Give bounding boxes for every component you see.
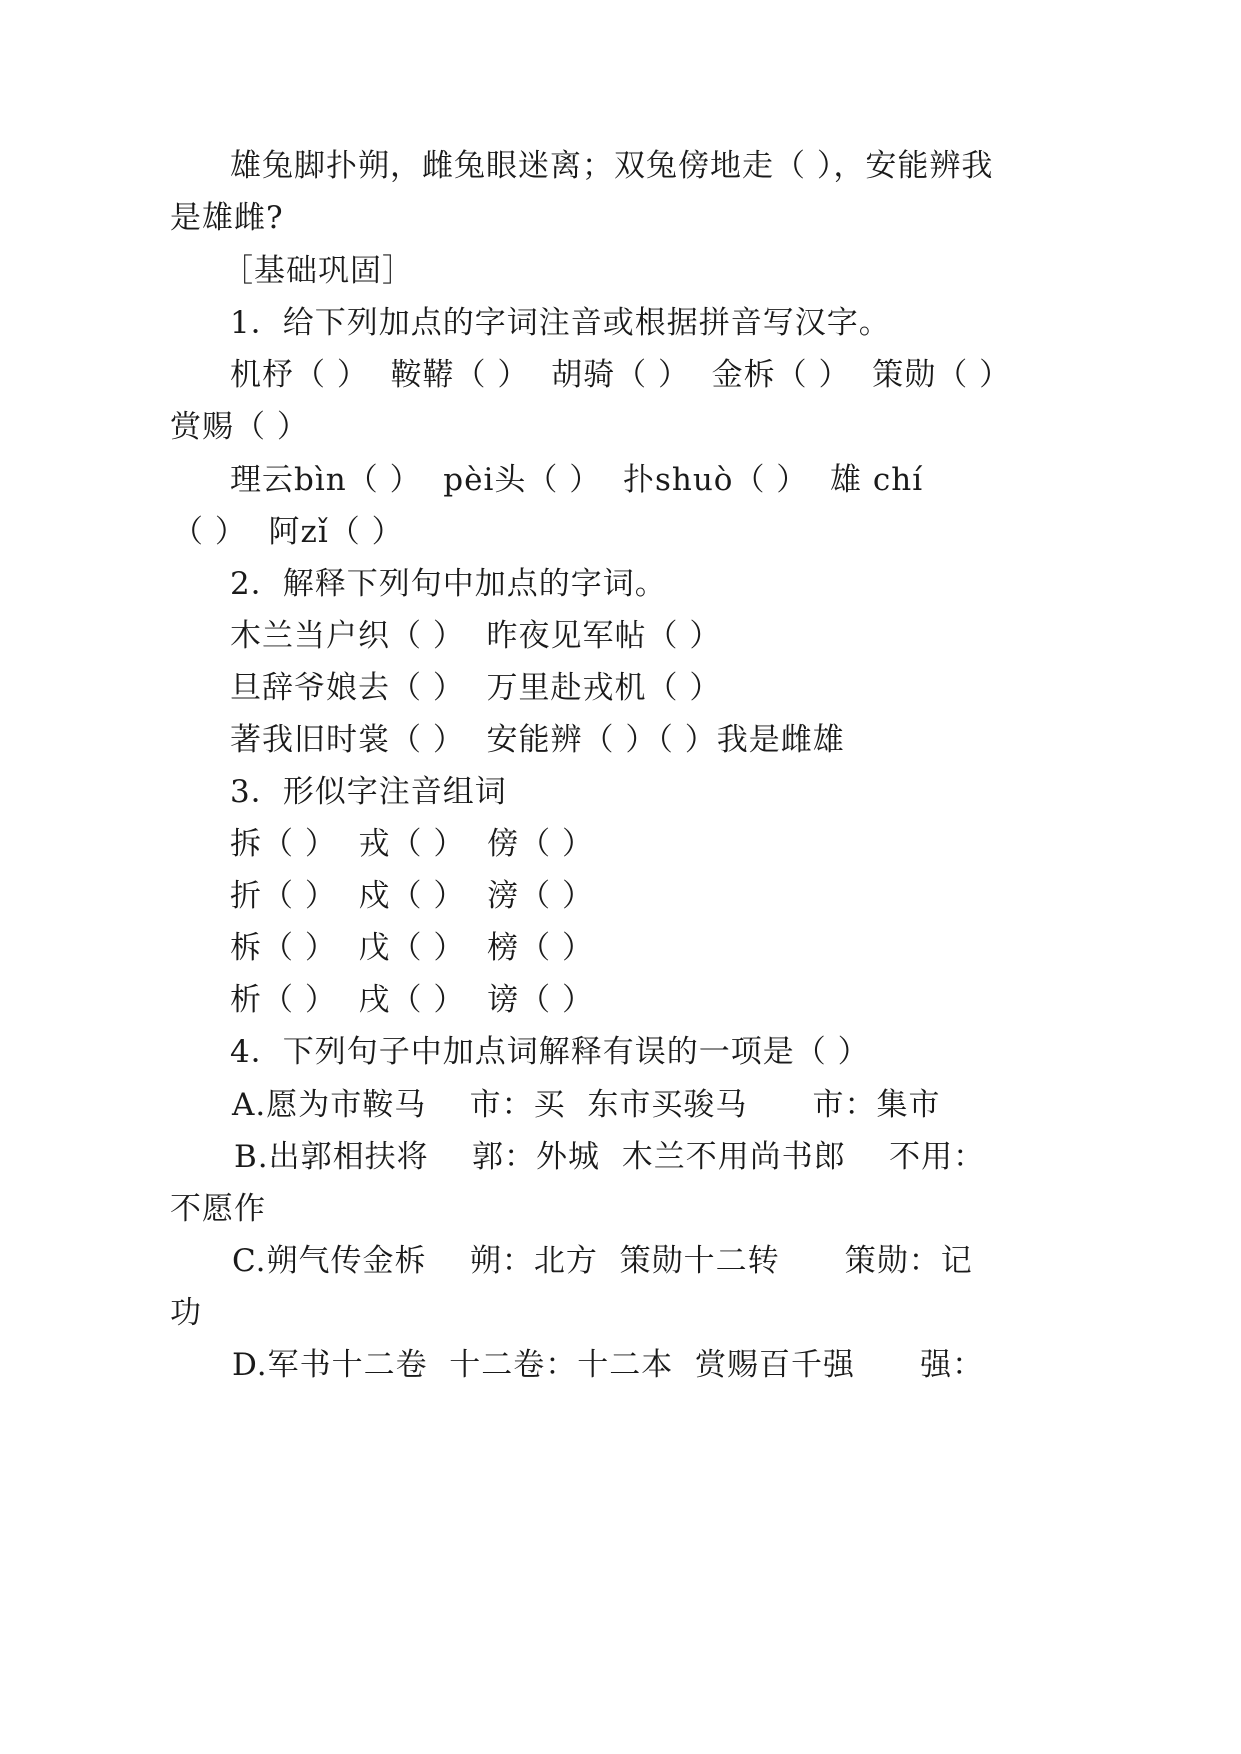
text-line: 著我旧时裳（ ） 安能辨（ ）（ ）我是雌雄 — [230, 722, 845, 758]
option-d: D.军书十二卷 十二卷：十二本 赏赐百千强 强： — [232, 1347, 985, 1383]
question-title: 3．形似字注音组词 — [230, 774, 507, 810]
text-line: 木兰当户织（ ） 昨夜见军帖（ ） — [230, 618, 722, 654]
option-a: A.愿为市鞍马 市：买 东市买骏马 市：集市 — [232, 1087, 941, 1123]
text-line: 不愿作 — [170, 1191, 266, 1227]
section-heading: ［基础巩固］ — [222, 253, 414, 289]
text-line: 旦辞爷娘去（ ） 万里赴戎机（ ） — [230, 670, 722, 706]
option-b: B.出郭相扶将 郭：外城 木兰不用尚书郎 不用： — [234, 1139, 986, 1175]
text-line: 机杼（ ） 鞍鞯（ ） 胡骑（ ） 金柝（ ） 策勋（ ） — [230, 357, 1012, 393]
text-line: 理云bìn（ ） pèi头（ ） 扑shuò（ ） 雄 chí — [230, 462, 924, 498]
text-line: 柝（ ） 戊（ ） 榜（ ） — [230, 930, 594, 966]
text-line: 是雄雌? — [170, 200, 284, 236]
text-line: 功 — [170, 1295, 202, 1331]
text-line: 折（ ） 戍（ ） 滂（ ） — [230, 878, 594, 914]
text-line: 赏赐（ ） — [170, 409, 309, 445]
text-line: 拆（ ） 戎（ ） 傍（ ） — [230, 826, 594, 862]
question-title: 2．解释下列句中加点的字词。 — [230, 566, 667, 602]
text-line: 雄兔脚扑朔，雌兔眼迷离；双兔傍地走（ ），安能辨我 — [230, 148, 994, 184]
question-title: 4．下列句子中加点词解释有误的一项是（ ） — [230, 1034, 870, 1070]
text-line: （ ） 阿zǐ（ ） — [172, 514, 404, 550]
option-c: C.朔气传金柝 朔：北方 策勋十二转 策勋：记 — [232, 1243, 973, 1279]
text-line: 析（ ） 戌（ ） 谤（ ） — [230, 982, 594, 1018]
question-title: 1．给下列加点的字词注音或根据拼音写汉字。 — [230, 305, 891, 341]
